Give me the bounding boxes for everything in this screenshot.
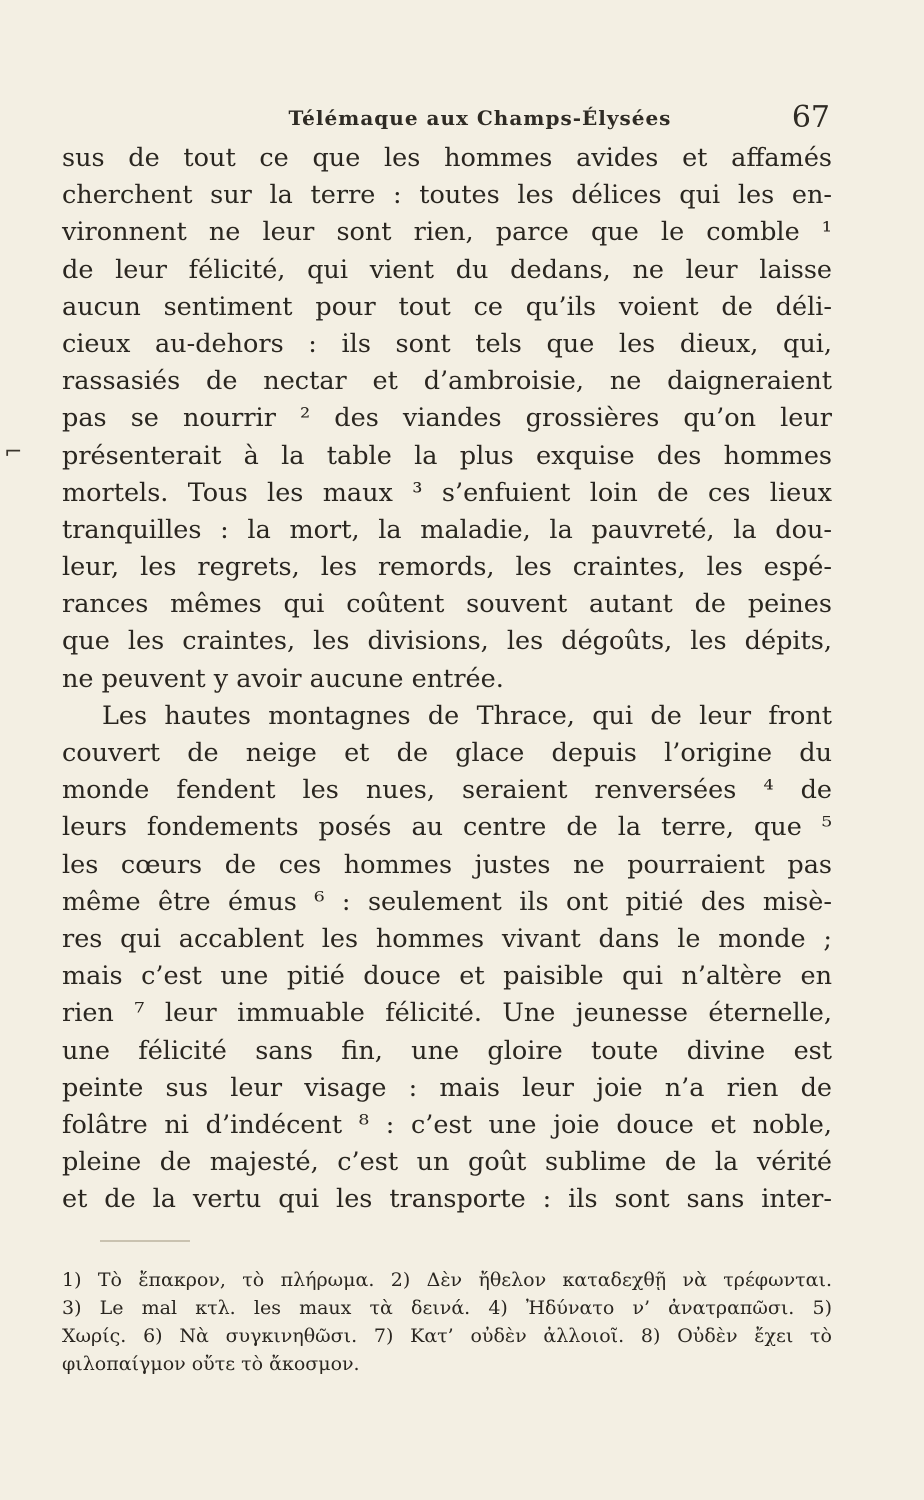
- text-line: mais c’est une pitié douce et paisible qui n’altère en: [62, 961, 832, 992]
- text-line: les cœurs de ces hommes justes ne pourraient pas: [62, 849, 832, 880]
- text-line: et de la vertu qui les transporte : ils sont sans inter-: [62, 1184, 832, 1215]
- text-line: vironnent ne leur sont rien, parce que le comble ¹: [62, 217, 832, 248]
- text-line: leurs fondements posés au centre de la terre, que ⁵: [62, 812, 832, 843]
- footnote-line: 1) Τὸ ἔπακρον, τὸ πλήρωμα. 2) Δὲν ἤθελον καταδεχθῇ νὰ τρέφωνται.: [62, 1269, 832, 1291]
- text-line: ne peuvent y avoir aucune entrée.: [62, 663, 504, 694]
- page-number: 67: [791, 100, 830, 135]
- text-line: de leur félicité, qui vient du dedans, ne leur laisse: [62, 254, 832, 285]
- text-line: folâtre ni d’indécent ⁸ : c’est une joie douce et noble,: [62, 1109, 832, 1140]
- footnote-line: φιλοπαίγμον οὔτε τὸ ἄκοσμον.: [62, 1353, 360, 1375]
- text-line: monde fendent les nues, seraient renversées ⁴ de: [62, 775, 832, 806]
- text-line: cherchent sur la terre : toutes les délices qui les en-: [62, 180, 832, 211]
- footnote-line: 3) Le mal κτλ. les maux τὰ δεινά. 4) Ἠδύνατο ν’ ἀνατραπῶσι. 5): [62, 1297, 832, 1319]
- text-line: res qui accablent les hommes vivant dans le monde ;: [62, 923, 832, 954]
- running-title: Télémaque aux Champs-Élysées: [288, 106, 672, 130]
- text-line: rassasiés de nectar et d’ambroisie, ne daigneraient: [62, 366, 832, 397]
- text-line: couvert de neige et de glace depuis l’origine du: [62, 738, 832, 768]
- text-line: rien ⁷ leur immuable félicité. Une jeunesse éternelle,: [62, 998, 832, 1029]
- margin-mark: ⌐: [4, 440, 23, 465]
- text-line: une félicité sans fin, une gloire toute divine est: [62, 1035, 832, 1066]
- text-line: pleine de majesté, c’est un goût sublime de la vérité: [62, 1147, 832, 1178]
- footnote-rule: [100, 1240, 190, 1242]
- footnote-line: Χωρίς. 6) Νὰ συγκινηθῶσι. 7) Κατ’ οὐδὲν ἀλλοιοῖ. 8) Οὐδὲν ἔχει τὸ: [62, 1325, 832, 1347]
- footnotes: [62, 1266, 832, 1378]
- text-line: présenterait à la table la plus exquise des hommes: [62, 440, 832, 471]
- text-line: cieux au-dehors : ils sont tels que les dieux, qui,: [62, 328, 832, 359]
- text-line: sus de tout ce que les hommes avides et affamés: [62, 143, 832, 173]
- text-line: tranquilles : la mort, la maladie, la pauvreté, la dou-: [62, 514, 832, 545]
- page-header: [60, 100, 830, 140]
- text-line: mortels. Tous les maux ³ s’enfuient loin de ces lieux: [62, 477, 832, 508]
- text-line: pas se nourrir ² des viandes grossières qu’on leur: [62, 403, 832, 434]
- body-text: [62, 140, 832, 1218]
- text-line: peinte sus leur visage : mais leur joie n’a rien de: [62, 1072, 832, 1103]
- text-line: même être émus ⁶ : seulement ils ont pitié des misè-: [62, 886, 832, 917]
- text-line: que les craintes, les divisions, les dégoûts, les dépits,: [62, 626, 832, 657]
- text-line: leur, les regrets, les remords, les craintes, les espé-: [62, 552, 832, 583]
- text-line: aucun sentiment pour tout ce qu’ils voient de déli-: [62, 291, 832, 322]
- text-line: Les hautes montagnes de Thrace, qui de leur front: [102, 700, 832, 731]
- text-line: rances mêmes qui coûtent souvent autant de peines: [62, 589, 832, 620]
